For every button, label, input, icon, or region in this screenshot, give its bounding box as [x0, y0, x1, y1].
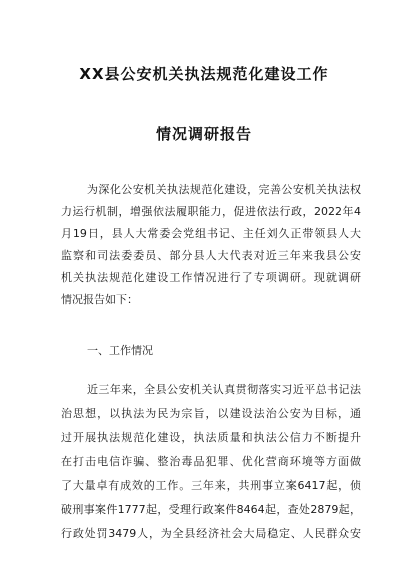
paragraph-line: 治思想，以执法为民为宗旨，以建设法治公安为目标，通	[61, 407, 361, 420]
paragraph-line: 为深化公安机关执法规范化建设，完善公安机关执法权	[87, 183, 361, 196]
document-title-line-2: 情况调研报告	[155, 125, 252, 143]
paragraph-line: 破刑事案件1777起，受理行政案件8464起，查处2879起，	[61, 503, 361, 516]
paragraph-line: 过开展执法规范化建设，执法质量和执法公信力不断提升	[61, 431, 361, 444]
paragraph-line: 在打击电信诈骗、整治毒品犯罪、优化营商环境等方面做	[61, 455, 361, 468]
paragraph-line: 情况报告如下：	[61, 293, 138, 306]
paragraph-line: 月19日，县人大常委会党组书记、主任刘久正带领县人大	[61, 227, 361, 240]
paragraph-line: 机关执法规范化建设工作情况进行了专项调研。现就调研	[61, 271, 361, 284]
paragraph-line: 了大量卓有成效的工作。三年来，共刑事立案6417起，侦	[61, 479, 361, 492]
paragraph-line: 力运行机制，增强依法履职能力，促进依法行政，2022年4	[61, 205, 361, 218]
paragraph-line: 行政处罚3479人，为全县经济社会大局稳定、人民群众安	[61, 527, 361, 540]
paragraph-line: 监察和司法委委员、部分县人大代表对近三年来我县公安	[61, 249, 361, 262]
paragraph-line: 近三年来，全县公安机关认真贯彻落实习近平总书记法	[87, 383, 361, 396]
document-title-line-1: XX县公安机关执法规范化建设工作	[79, 65, 329, 83]
section-heading: 一、工作情况	[87, 344, 153, 357]
